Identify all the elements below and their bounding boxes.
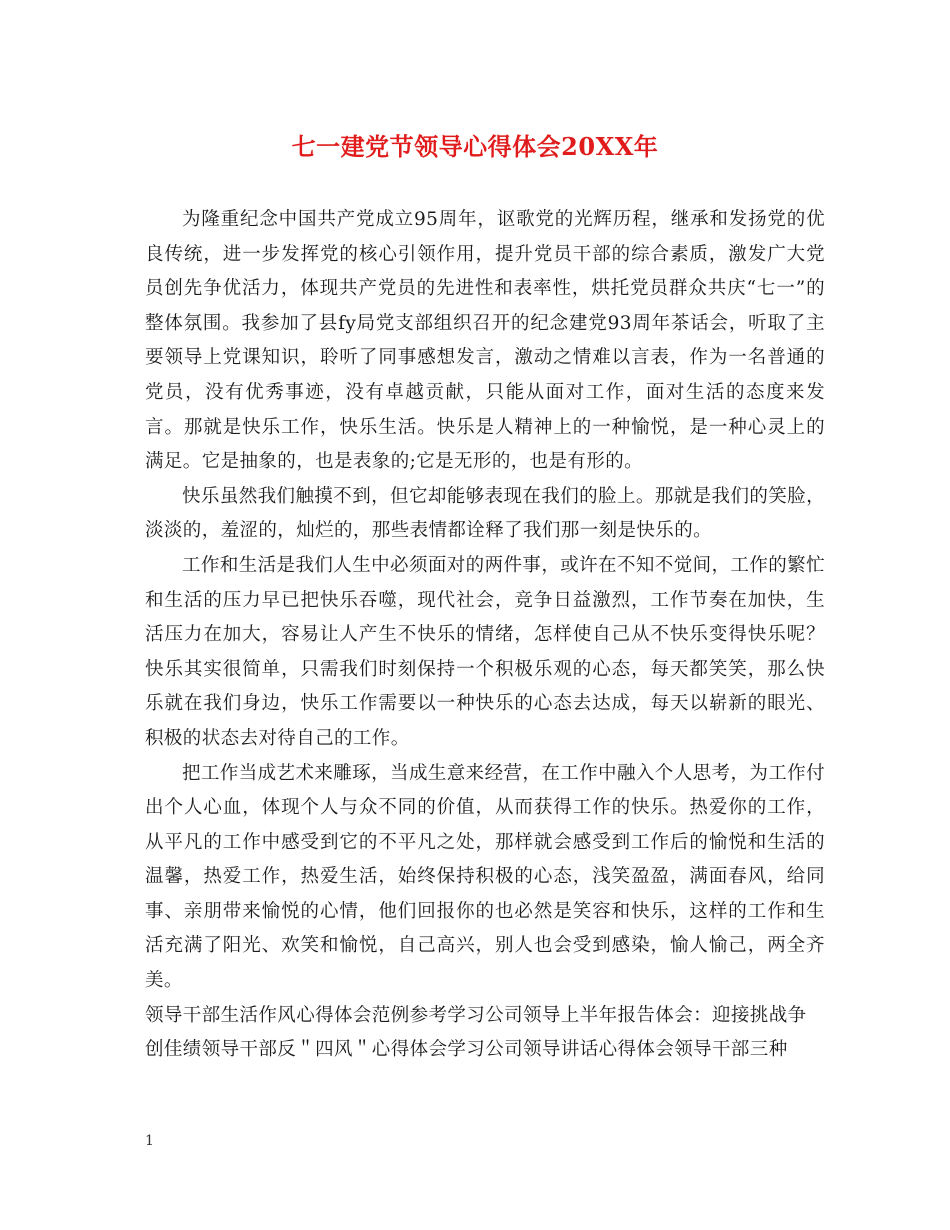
- paragraph-2: 快乐虽然我们触摸不到，但它却能够表现在我们的脸上。那就是我们的笑脸，淡淡的，羞涩的，灿烂的，那些表情都诠释了我们那一刻是快乐的。: [145, 485, 825, 542]
- paragraph-3: 工作和生活是我们人生中必须面对的两件事，或许在不知不觉间，工作的繁忙和生活的压力早已把快乐吞噬，现代社会，竞争日益激烈，工作节奏在加快，生活压力在加大，容易让人产生不快乐的情绪，怎样使自己从不快乐变得快乐呢？快乐其实很简单，只需我们时刻保持一个积极乐观的心态，每天都笑笑，那么快乐就在我们身边，快乐工作需要以一种快乐的心态去达成，每天以崭新的眼光、积极的状态去对待自己的工作。: [145, 554, 825, 749]
- document-title: 七一建党节领导心得体会20XX年: [291, 132, 659, 161]
- related-articles-text: 领导干部生活作风心得体会范例参考学习公司领导上半年报告体会：迎接挑战争创佳绩领导干部反＂四风＂心得体会学习公司领导讲话心得体会领导干部三种: [145, 1004, 807, 1061]
- document-body: [145, 203, 825, 1068]
- paragraph-1: 为隆重纪念中国共产党成立95周年，讴歌党的光辉历程，继承和发扬党的优良传统，进一步发挥党的核心引领作用，提升党员干部的综合素质，激发广大党员创先争优活力，体现共产党员的先进性和表率性，烘托党员群众共庆“七一”的整体氛围。我参加了县fy局党支部组织召开的纪念建党93周年茶话会，听取了主要领导上党课知识，聆听了同事感想发言，激动之情难以言表，作为一名普通的党员，没有优秀事迹，没有卓越贡献，只能从面对工作，面对生活的态度来发言。那就是快乐工作，快乐生活。快乐是人精神上的一种愉悦，是一种心灵上的满足。它是抽象的，也是表象的;它是无形的，也是有形的。: [145, 209, 825, 473]
- page-number: 1: [145, 1133, 154, 1149]
- paragraph-4: 把工作当成艺术来雕琢，当成生意来经营，在工作中融入个人思考，为工作付出个人心血，体现个人与众不同的价值，从而获得工作的快乐。热爱你的工作，从平凡的工作中感受到它的不平凡之处，那样就会感受到工作后的愉悦和生活的温馨，热爱工作，热爱生活，始终保持积极的心态，浅笑盈盈，满面春风，给同事、亲朋带来愉悦的心情，他们回报你的也必然是笑容和快乐，这样的工作和生活充满了阳光、欢笑和愉悦，自己高兴，别人也会受到感染，愉人愉己，两全齐美。: [145, 762, 825, 992]
